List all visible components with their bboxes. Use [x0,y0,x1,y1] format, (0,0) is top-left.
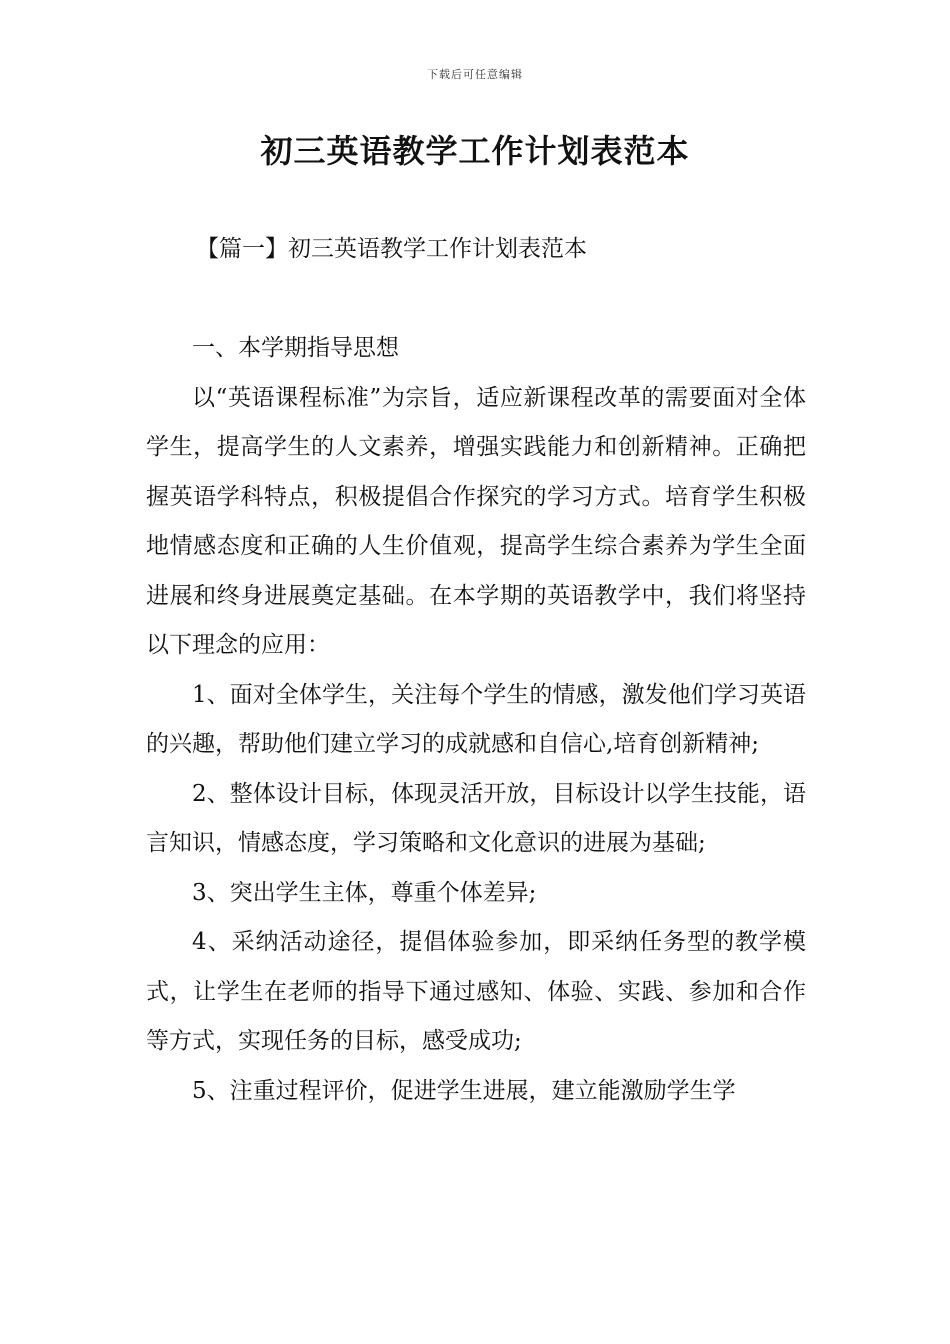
paragraph-intro: 以“英语课程标准”为宗旨，适应新课程改革的需要面对全体学生，提高学生的人文素养，增强实践能力和创新精神。正确把握英语学科特点，积极提倡合作探究的学习方式。培育学生积极地情感态度和正确的人生价值观，提高学生综合素养为学生全面进展和终身进展奠定基础。在本学期的英语教学中，我们将坚持以下理念的应用： [146,384,806,658]
paragraph-item-2: 2、整体设计目标，体现灵活开放，目标设计以学生技能，语言知识，情感态度，学习策略和文化意识的进展为基础; [146,780,806,856]
section-title: 【篇一】初三英语教学工作计划表范本 [196,236,587,262]
paragraph-item-1: 1、面对全体学生，关注每个学生的情感，激发他们学习英语的兴趣，帮助他们建立学习的成就感和自信心,培育创新精神; [146,681,806,757]
header-note: 下载后可任意编辑 [427,68,523,81]
paragraph-item-4: 4、采纳活动途径，提倡体验参加，即采纳任务型的教学模式，让学生在老师的指导下通过感知、体验、实践、参加和合作等方式，实现任务的目标，感受成功; [146,929,806,1054]
paragraph-item-5: 5、注重过程评价，促进学生进展，建立能激励学生学 [192,1077,736,1104]
paragraph-heading-guiding-ideology: 一、本学期指导思想 [192,335,399,361]
document-body [146,324,806,1116]
document-title: 初三英语教学工作计划表范本 [260,132,690,170]
paragraph-item-3: 3、突出学生主体，尊重个体差异; [192,879,537,906]
